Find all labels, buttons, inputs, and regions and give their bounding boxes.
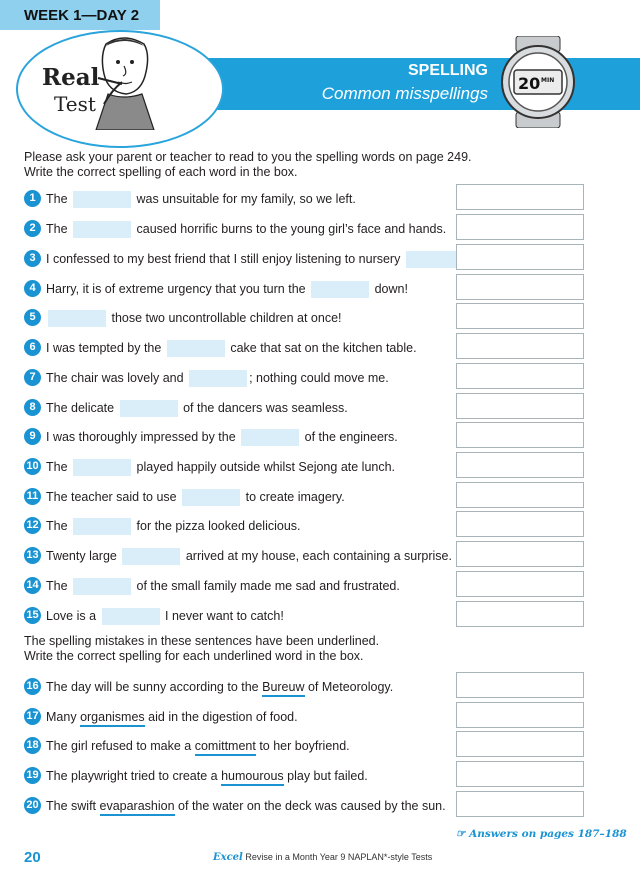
word-blank bbox=[311, 281, 369, 298]
underlined-word: evaparashion bbox=[100, 799, 175, 816]
answer-box[interactable] bbox=[456, 422, 584, 448]
question-sentence: The caused horrific burns to the young girl’s face and hands. bbox=[46, 220, 446, 238]
answer-box[interactable] bbox=[456, 672, 584, 698]
word-blank bbox=[122, 548, 180, 565]
question-number: 17 bbox=[24, 708, 41, 725]
underlined-word: Bureuw bbox=[262, 680, 304, 697]
question-number: 20 bbox=[24, 797, 41, 814]
answer-box[interactable] bbox=[456, 452, 584, 478]
question-number: 11 bbox=[24, 488, 41, 505]
question-sentence: The chair was lovely and ; nothing could move me. bbox=[46, 369, 389, 387]
student-illustration bbox=[88, 34, 160, 130]
question-number: 10 bbox=[24, 458, 41, 475]
underlined-word: organismes bbox=[80, 710, 145, 727]
word-blank bbox=[73, 518, 131, 535]
answer-box[interactable] bbox=[456, 274, 584, 300]
question-number: 9 bbox=[24, 428, 41, 445]
question-sentence: The swift evaparashion of the water on the deck was caused by the sun. bbox=[46, 797, 446, 815]
answer-box[interactable] bbox=[456, 702, 584, 728]
question-number: 13 bbox=[24, 547, 41, 564]
word-blank bbox=[241, 429, 299, 446]
answer-box[interactable] bbox=[456, 511, 584, 537]
question-sentence: I was tempted by the cake that sat on the kitchen table. bbox=[46, 339, 417, 357]
question-sentence: Harry, it is of extreme urgency that you turn the down! bbox=[46, 280, 408, 298]
svg-text:MIN: MIN bbox=[541, 77, 555, 84]
question-number: 4 bbox=[24, 280, 41, 297]
question-row bbox=[24, 607, 614, 637]
underlined-word: humourous bbox=[221, 769, 284, 786]
question-sentence: Love is a I never want to catch! bbox=[46, 607, 284, 625]
answer-box[interactable] bbox=[456, 761, 584, 787]
instructions-line: The spelling mistakes in these sentences have been underlined. bbox=[24, 634, 380, 648]
question-number: 5 bbox=[24, 309, 41, 326]
answers-reference: ☞ Answers on pages 187–188 bbox=[456, 828, 627, 840]
question-sentence: The day will be sunny according to the Bureuw of Meteorology. bbox=[46, 678, 393, 696]
word-blank bbox=[102, 608, 160, 625]
instructions-line: Write the correct spelling for each underlined word in the box. bbox=[24, 649, 364, 663]
question-sentence: those two uncontrollable children at once! bbox=[46, 309, 342, 327]
answer-box[interactable] bbox=[456, 731, 584, 757]
question-sentence: The for the pizza looked delicious. bbox=[46, 517, 301, 535]
answer-box[interactable] bbox=[456, 363, 584, 389]
question-sentence: I was thoroughly impressed by the of the engineers. bbox=[46, 428, 398, 446]
question-number: 1 bbox=[24, 190, 41, 207]
answer-box[interactable] bbox=[456, 244, 584, 270]
answer-box[interactable] bbox=[456, 214, 584, 240]
instructions-line: Write the correct spelling of each word in the box. bbox=[24, 165, 298, 179]
section-title: SPELLING bbox=[407, 62, 488, 79]
question-sentence: Many organismes aid in the digestion of food. bbox=[46, 708, 298, 726]
svg-text:20: 20 bbox=[518, 74, 541, 93]
question-sentence: The of the small family made me sad and frustrated. bbox=[46, 577, 400, 595]
underlined-word: comittment bbox=[195, 739, 256, 756]
question-number: 14 bbox=[24, 577, 41, 594]
question-number: 8 bbox=[24, 399, 41, 416]
answer-box[interactable] bbox=[456, 333, 584, 359]
answer-box[interactable] bbox=[456, 303, 584, 329]
question-number: 19 bbox=[24, 767, 41, 784]
instructions-part1 bbox=[24, 150, 472, 180]
instructions-line: Please ask your parent or teacher to read to you the spelling words on page 249. bbox=[24, 150, 472, 164]
question-number: 7 bbox=[24, 369, 41, 386]
footer-credit bbox=[213, 852, 432, 863]
word-blank bbox=[182, 489, 240, 506]
question-sentence: I confessed to my best friend that I still enjoy listening to nursery bbox=[46, 250, 469, 268]
word-blank bbox=[48, 310, 106, 327]
word-blank bbox=[73, 191, 131, 208]
book-title: Revise in a Month Year 9 NAPLAN*-style Tests bbox=[245, 852, 433, 862]
instructions-part2 bbox=[24, 634, 379, 664]
answer-box[interactable] bbox=[456, 601, 584, 627]
question-sentence: The played happily outside whilst Sejong ate lunch. bbox=[46, 458, 395, 476]
word-blank bbox=[189, 370, 247, 387]
question-number: 12 bbox=[24, 517, 41, 534]
question-sentence: The was unsuitable for my family, so we left. bbox=[46, 190, 356, 208]
question-number: 18 bbox=[24, 737, 41, 754]
answer-box[interactable] bbox=[456, 393, 584, 419]
stopwatch-icon bbox=[494, 36, 582, 128]
badge-real-label: Real bbox=[42, 64, 100, 91]
answer-box[interactable] bbox=[456, 541, 584, 567]
word-blank bbox=[167, 340, 225, 357]
answer-box[interactable] bbox=[456, 482, 584, 508]
answer-box[interactable] bbox=[456, 184, 584, 210]
question-number: 6 bbox=[24, 339, 41, 356]
answer-box[interactable] bbox=[456, 791, 584, 817]
page-number: 20 bbox=[24, 849, 41, 866]
question-number: 3 bbox=[24, 250, 41, 267]
word-blank bbox=[73, 578, 131, 595]
question-row bbox=[24, 797, 614, 827]
question-sentence: The playwright tried to create a humourous play but failed. bbox=[46, 767, 368, 785]
word-blank bbox=[120, 400, 178, 417]
question-sentence: The delicate of the dancers was seamless. bbox=[46, 399, 348, 417]
question-sentence: The teacher said to use to create imagery. bbox=[46, 488, 345, 506]
brand-logo: Excel bbox=[213, 852, 243, 863]
question-number: 16 bbox=[24, 678, 41, 695]
week-day-tab: WEEK 1—DAY 2 bbox=[0, 0, 160, 30]
answer-box[interactable] bbox=[456, 571, 584, 597]
word-blank bbox=[73, 221, 131, 238]
question-number: 2 bbox=[24, 220, 41, 237]
section-subtitle: Common misspellings bbox=[321, 84, 488, 103]
word-blank bbox=[73, 459, 131, 476]
question-sentence: Twenty large arrived at my house, each containing a surprise. bbox=[46, 547, 452, 565]
question-sentence: The girl refused to make a comittment to her boyfriend. bbox=[46, 737, 350, 755]
question-number: 15 bbox=[24, 607, 41, 624]
badge-test-label: Test bbox=[54, 92, 96, 116]
